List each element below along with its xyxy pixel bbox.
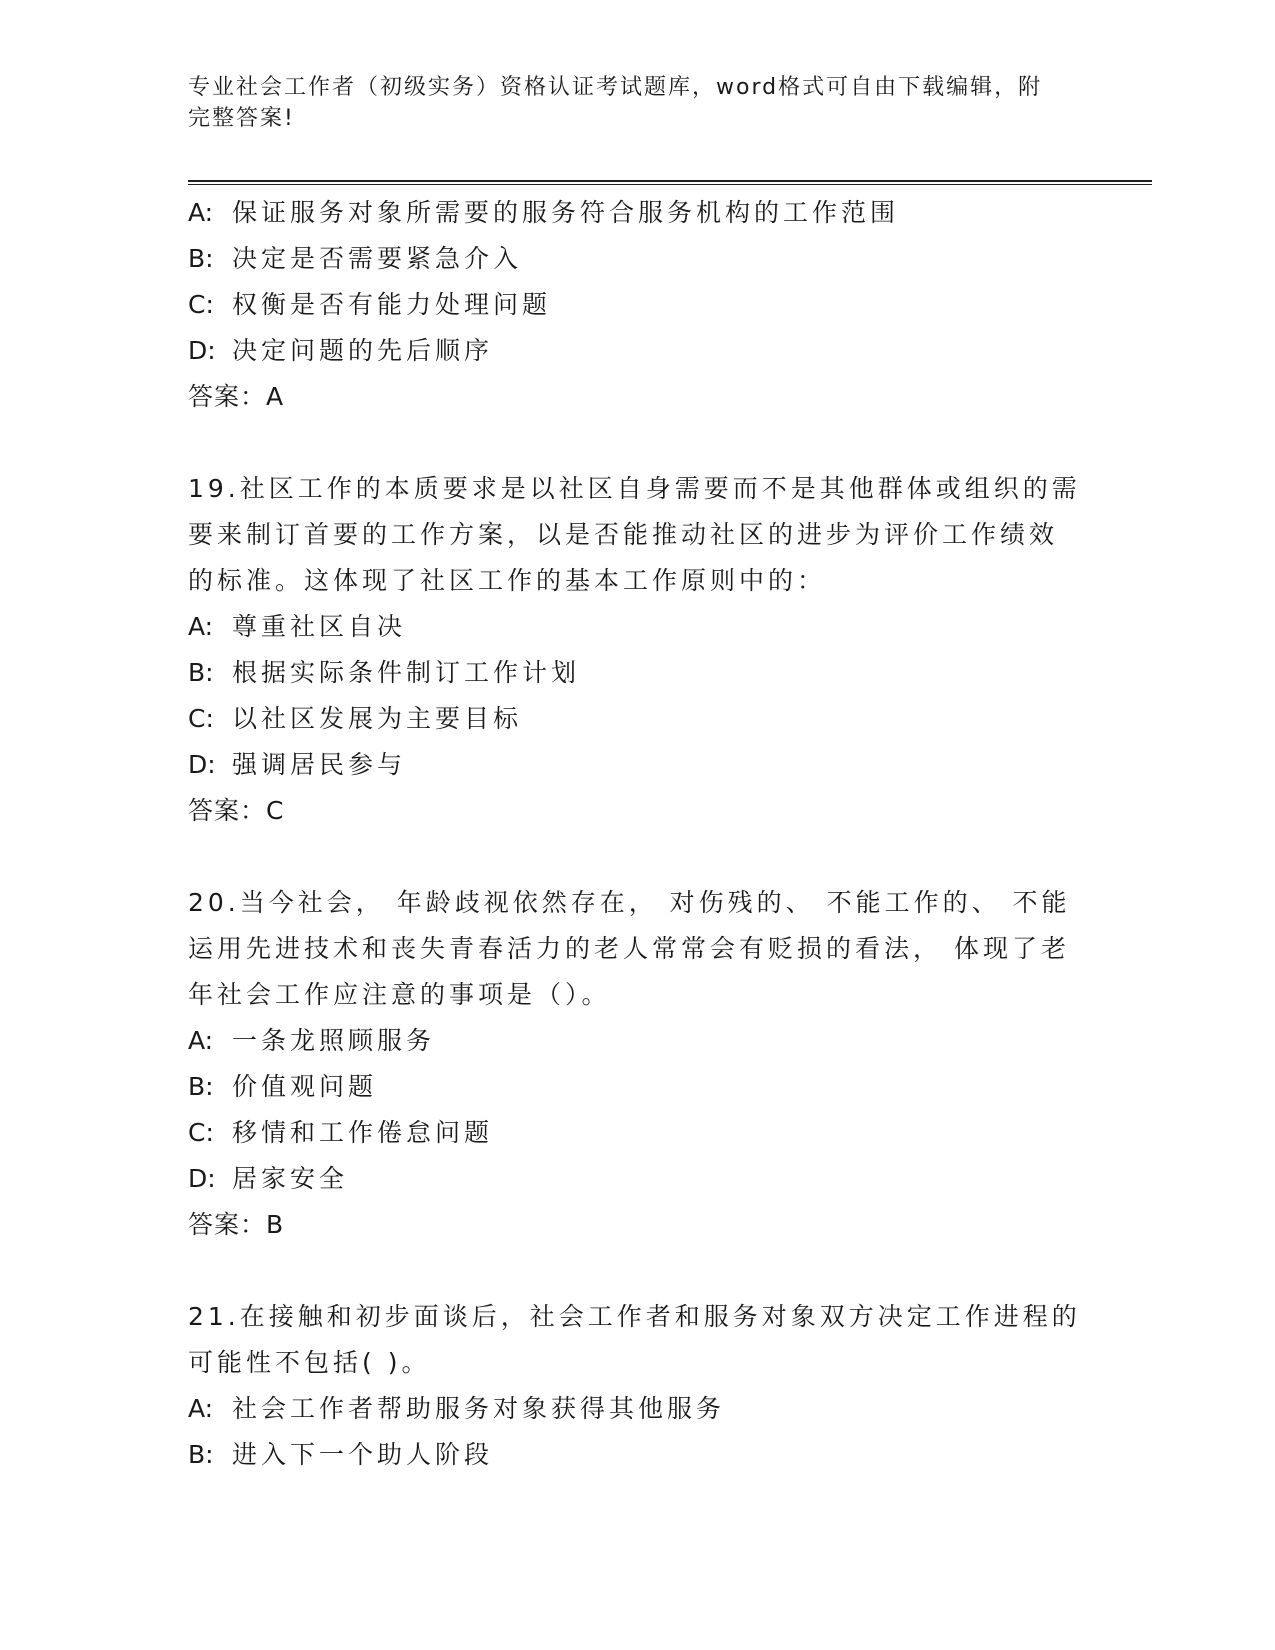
option-text: 根据实际条件制订工作计划 bbox=[232, 658, 581, 687]
header-divider-thick bbox=[188, 180, 1152, 182]
option-c bbox=[188, 282, 1088, 328]
question-18 bbox=[188, 190, 1088, 420]
option-letter: C: bbox=[188, 704, 214, 733]
answer-line: 答案：A bbox=[188, 382, 285, 411]
option-letter: D: bbox=[188, 336, 216, 365]
option-text: 保证服务对象所需要的服务符合服务机构的工作范围 bbox=[232, 198, 900, 227]
option-letter: B: bbox=[188, 658, 214, 687]
question-stem-line: 20.当今社会， 年龄歧视依然存在， 对伤残的、 不能工作的、 不能 bbox=[188, 888, 1071, 917]
option-letter: A: bbox=[188, 612, 214, 641]
question-stem-line: 21.在接触和初步面谈后，社会工作者和服务对象双方决定工作进程的 bbox=[188, 1302, 1081, 1331]
option-d bbox=[188, 742, 1088, 788]
question-19 bbox=[188, 466, 1088, 834]
answer-line: 答案：C bbox=[188, 796, 285, 825]
option-text: 价值观问题 bbox=[232, 1072, 378, 1101]
option-d bbox=[188, 1156, 1088, 1202]
option-letter: A: bbox=[188, 198, 214, 227]
option-text: 社会工作者帮助服务对象获得其他服务 bbox=[232, 1394, 726, 1423]
option-text: 决定问题的先后顺序 bbox=[232, 336, 494, 365]
question-stem-line: 要来制订首要的工作方案，以是否能推动社区的进步为评价工作绩效 bbox=[188, 520, 1059, 549]
header-line-2: 完整答案! bbox=[188, 106, 295, 131]
option-text: 以社区发展为主要目标 bbox=[232, 704, 523, 733]
option-text: 权衡是否有能力处理问题 bbox=[232, 290, 552, 319]
option-letter: B: bbox=[188, 1072, 214, 1101]
option-letter: B: bbox=[188, 244, 214, 273]
option-letter: B: bbox=[188, 1440, 214, 1469]
question-spacer bbox=[188, 420, 1088, 466]
header-divider-thin bbox=[188, 184, 1152, 185]
option-text: 进入下一个助人阶段 bbox=[232, 1440, 494, 1469]
option-letter: C: bbox=[188, 290, 214, 319]
option-b bbox=[188, 236, 1088, 282]
option-text: 强调居民参与 bbox=[232, 750, 407, 779]
option-a bbox=[188, 1386, 1088, 1432]
option-letter: C: bbox=[188, 1118, 214, 1147]
question-spacer bbox=[188, 834, 1088, 880]
option-letter: A: bbox=[188, 1394, 214, 1423]
question-list bbox=[188, 190, 1088, 1478]
option-text: 一条龙照顾服务 bbox=[232, 1026, 436, 1055]
option-a bbox=[188, 1018, 1088, 1064]
option-b bbox=[188, 1064, 1088, 1110]
option-c bbox=[188, 696, 1088, 742]
question-stem-line: 运用先进技术和丧失青春活力的老人常常会有贬损的看法， 体现了老 bbox=[188, 934, 1070, 963]
question-stem-line: 可能性不包括( )。 bbox=[188, 1348, 431, 1377]
question-21 bbox=[188, 1294, 1088, 1478]
option-letter: D: bbox=[188, 750, 216, 779]
option-text: 尊重社区自决 bbox=[232, 612, 407, 641]
option-letter: D: bbox=[188, 1164, 216, 1193]
option-b bbox=[188, 650, 1088, 696]
option-letter: A: bbox=[188, 1026, 214, 1055]
option-text: 居家安全 bbox=[232, 1164, 349, 1193]
question-20 bbox=[188, 880, 1088, 1248]
option-d bbox=[188, 328, 1088, 374]
question-spacer bbox=[188, 1248, 1088, 1294]
question-stem-line: 19.社区工作的本质要求是以社区自身需要而不是其他群体或组织的需 bbox=[188, 474, 1081, 503]
option-text: 移情和工作倦怠问题 bbox=[232, 1118, 494, 1147]
option-a bbox=[188, 604, 1088, 650]
option-b bbox=[188, 1432, 1088, 1478]
option-c bbox=[188, 1110, 1088, 1156]
header-line-1: 专业社会工作者（初级实务）资格认证考试题库，word格式可自由下载编辑，附 bbox=[188, 75, 1043, 100]
answer-line: 答案：B bbox=[188, 1210, 285, 1239]
option-a bbox=[188, 190, 1088, 236]
document-header bbox=[188, 72, 1068, 134]
question-stem-line: 的标准。这体现了社区工作的基本工作原则中的： bbox=[188, 566, 827, 595]
question-stem-line: 年社会工作应注意的事项是（）。 bbox=[188, 980, 611, 1009]
option-text: 决定是否需要紧急介入 bbox=[232, 244, 523, 273]
